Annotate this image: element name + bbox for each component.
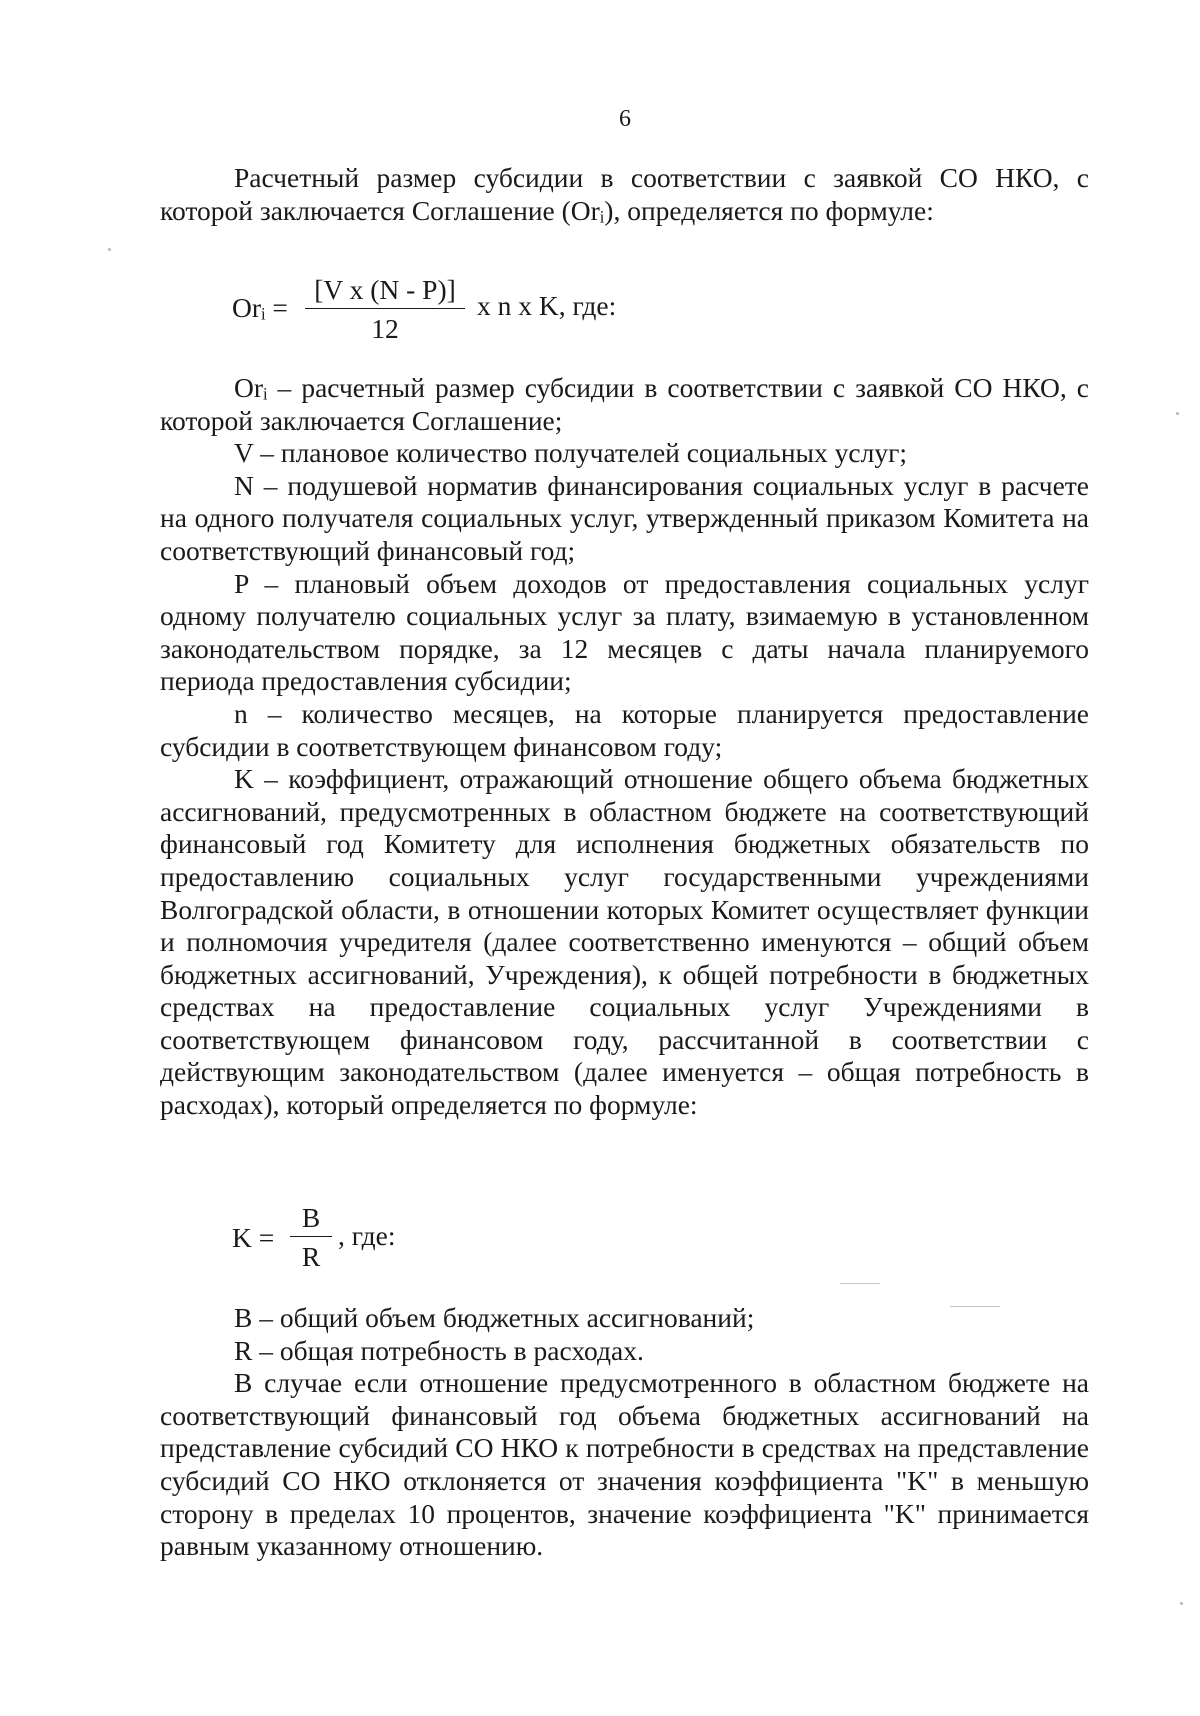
- scan-artifact: [950, 1306, 1000, 1307]
- scan-artifact: [108, 248, 111, 251]
- deviation-rule-paragraph: В случае если отношение предусмотренного в областном бюджете на соответствующий финансовый год объема бюджетных ассигнований на представление субсидий СО НКО к потребности в средствах на представление субсидий СО НКО отклоняется от значения коэффициента "K" в меньшую сторону в пределах 10 процентов, значение коэффициента "K" принимается равным указанному отношению.: [160, 1367, 1089, 1562]
- definition-k: K – коэффициент, отражающий отношение общего объема бюджетных ассигнований, предусмотренных в областном бюджете на соответствующий финансовый год Комитету для исполнения бюджетных обязательств по предоставлению социальных услуг государственными учреждениями Волгоградской области, в отношении которых Комитет осуществляет функции и полномочия учредителя (далее соответственно именуются – общий объем бюджетных ассигнований, Учреждения), к общей потребности в бюджетных средствах на предоставление социальных услуг Учреждениями в соответствующем финансовом году, рассчитанной в соответствии с действующим законодательством (далее именуется – общая потребность в расходах), который определяется по формуле:: [160, 763, 1089, 1121]
- definition-b: B – общий объем бюджетных ассигнований;: [234, 1302, 755, 1333]
- formula-k-tail: , где:: [338, 1220, 396, 1251]
- page-number: 6: [619, 106, 631, 132]
- definitions-section-2: [160, 1302, 1089, 1563]
- scan-artifact: [840, 1283, 880, 1284]
- definition-n-months: n – количество месяцев, на которые планируется предоставление субсидии в соответствующем финансовом году;: [160, 697, 1089, 762]
- formula-or-lhs: Orᵢ =: [232, 292, 288, 323]
- formula-or-numerator: [V x (N - P)]: [305, 274, 465, 309]
- formula-k-numerator: B: [290, 1202, 332, 1237]
- formula-or-denominator: 12: [371, 313, 399, 344]
- definition-r: R – общая потребность в расходах.: [234, 1334, 644, 1366]
- formula-k-fraction: [290, 1202, 332, 1273]
- definition-v: V – плановое количество получателей социальных услуг;: [234, 437, 908, 469]
- definition-or: Orᵢ – расчетный размер субсидии в соответствии с заявкой СО НКО, с которой заключается Соглашение;: [160, 372, 1089, 436]
- intro-paragraph: Расчетный размер субсидии в соответствии с заявкой СО НКО, с которой заключается Соглашение (Orᵢ), определяется по формуле:: [160, 162, 1089, 226]
- formula-k-lhs: K =: [232, 1222, 275, 1253]
- formula-or-tail: x n x K, где:: [477, 290, 617, 321]
- definitions-section-1: [160, 372, 1089, 1122]
- scan-artifact: [1180, 1602, 1183, 1605]
- definition-n: N – подушевой норматив финансирования социальных услуг в расчете на одного получателя социальных услуг, утвержденный приказом Комитета на соответствующий финансовый год;: [160, 469, 1089, 566]
- scan-artifact: [1176, 412, 1179, 415]
- definition-p: P – плановый объем доходов от предоставления социальных услуг одному получателю социальных услуг за плату, взимаемую в установленном законодательством порядке, за 12 месяцев с даты начала планируемого периода предоставления субсидии;: [160, 567, 1089, 697]
- intro-section: [160, 162, 1089, 227]
- formula-or-fraction: [305, 274, 465, 345]
- formula-k-denominator: R: [301, 1241, 321, 1272]
